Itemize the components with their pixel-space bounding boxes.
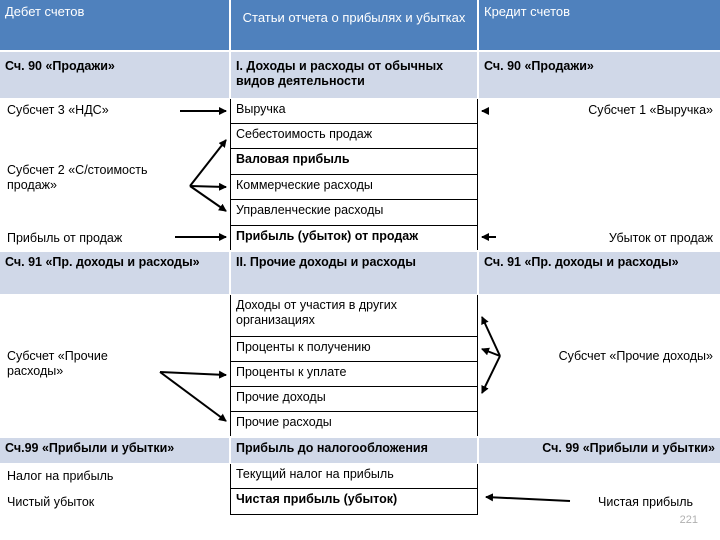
subaccount-other-expenses: Субсчет «Прочие расходы» [7,349,108,378]
loss-from-sales: Убыток от продаж [608,231,713,245]
section3-title: Прибыль до налогообложения [231,438,477,463]
arrow-cost-to-admin [190,186,226,211]
arrow-other-inc-to-other-income [482,356,500,393]
subaccount-cost-of-sales: Субсчет 2 «С/стоимость продаж» [7,163,148,192]
row-gross-profit: Валовая прибыль [230,149,478,175]
header-report-items: Статьи отчета о прибылях и убытках [231,0,477,50]
section3-debit-account: Сч.99 «Прибыли и убытки» [0,438,229,463]
section1-title: I. Доходы и расходы от обычных видов деятельности [231,52,477,98]
section2-credit-account: Сч. 91 «Пр. доходы и расходы» [479,252,720,294]
arrow-other-inc-to-participation [482,317,500,356]
section1-credit-account: Сч. 90 «Продажи» [479,52,720,98]
row-net-profit-loss: Чистая прибыль (убыток) [230,489,478,515]
income-tax: Налог на прибыль [7,469,114,483]
row-income-from-participation: Доходы от участия в других организациях [230,295,478,337]
row-cost-of-sales: Себестоимость продаж [230,124,478,149]
arrow-other-exp-to-interest-payable [160,372,226,375]
subaccount-other-income: Субсчет «Прочие доходы» [558,349,713,363]
arrow-other-exp-to-other-expenses [160,372,226,421]
arrow-cost-to-selling [190,186,226,187]
row-other-income: Прочие доходы [230,387,478,412]
arrow-cost-to-cost-of-sales [190,140,226,186]
row-interest-receivable: Проценты к получению [230,337,478,362]
row-admin-expenses: Управленческие расходы [230,200,478,226]
header-debit: Дебет счетов [0,0,229,50]
row-revenue: Выручка [230,99,478,124]
row-other-expenses: Прочие расходы [230,412,478,436]
row-selling-expenses: Коммерческие расходы [230,175,478,200]
row-current-income-tax: Текущий налог на прибыль [230,464,478,489]
subaccount-vat: Субсчет 3 «НДС» [7,103,109,117]
row-interest-payable: Проценты к уплате [230,362,478,387]
net-loss: Чистый убыток [7,495,95,509]
header-credit: Кредит счетов [479,0,720,50]
section2-debit-account: Сч. 91 «Пр. доходы и расходы» [0,252,229,294]
arrow-other-inc-to-interest-receivable [482,349,500,356]
page-number: 221 [679,514,698,526]
net-profit: Чистая прибыль [598,495,693,509]
profit-from-sales: Прибыль от продаж [7,231,123,245]
section2-title: II. Прочие доходы и расходы [231,252,477,294]
row-profit-from-sales: Прибыль (убыток) от продаж [230,226,478,250]
section1-debit-account: Сч. 90 «Продажи» [0,52,229,98]
subaccount-revenue: Субсчет 1 «Выручка» [588,103,713,117]
section3-credit-account: Сч. 99 «Прибыли и убытки» [479,438,720,463]
